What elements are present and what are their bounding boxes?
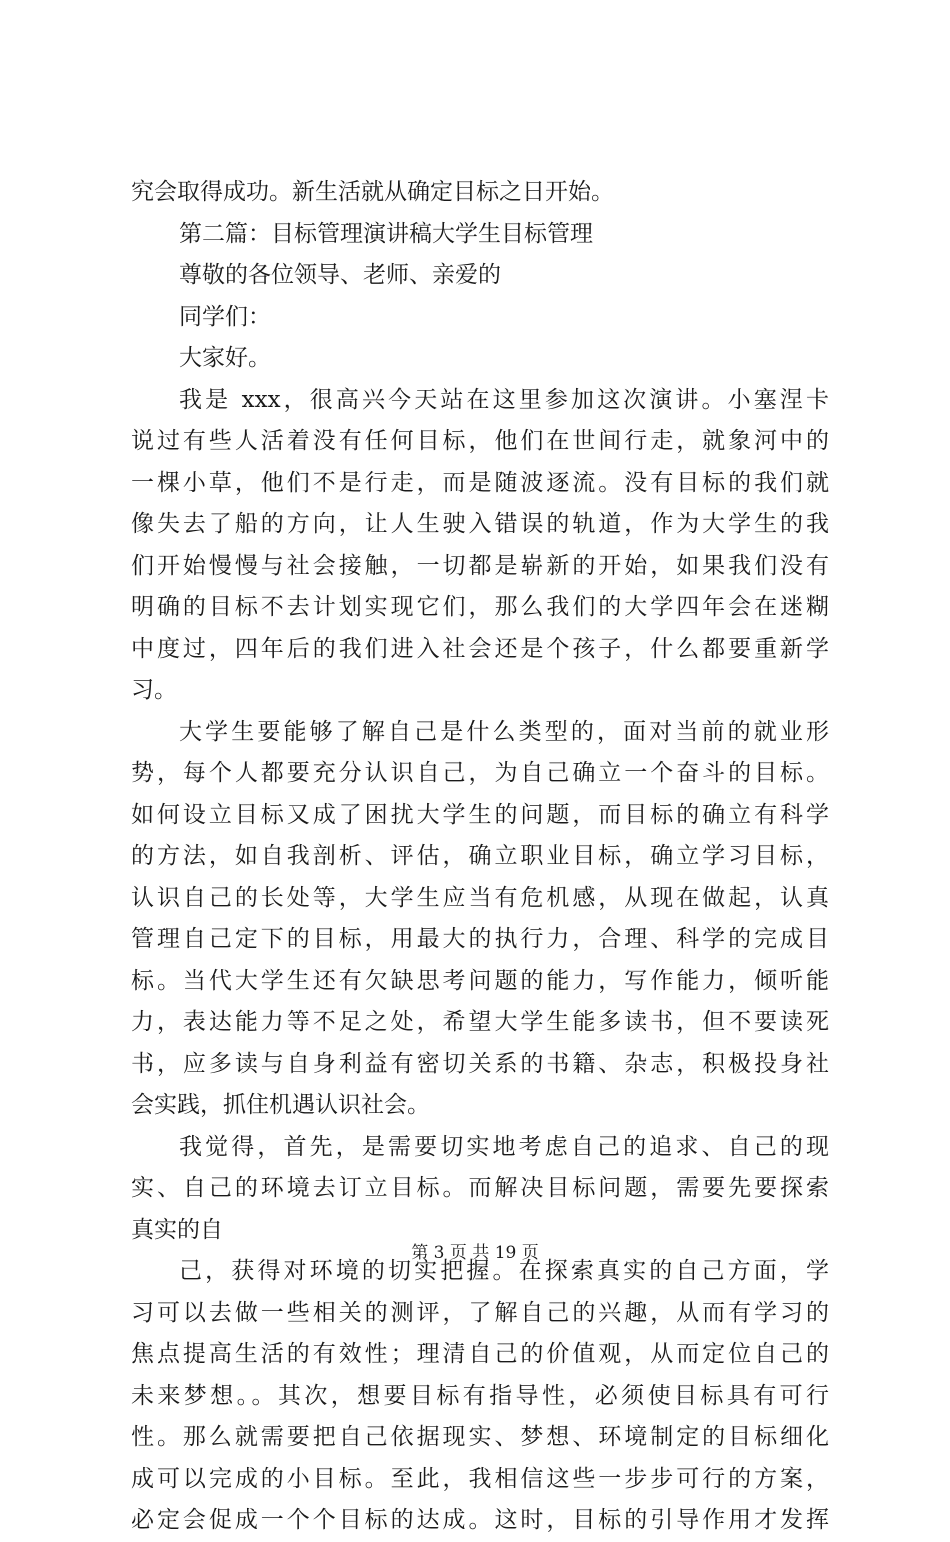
page-footer: 第 3 页 共 19 页	[411, 1243, 539, 1263]
text-line: 己，获得对环境的切实把握。在探索真实的自己方面，学	[179, 1258, 829, 1284]
text-line: 真实的自	[131, 1216, 223, 1243]
text-line: 习可以去做一些相关的测评，了解自己的兴趣，从而有学习的	[131, 1299, 829, 1326]
text-line: 明确的目标不去计划实现它们，那么我们的大学四年会在迷糊	[131, 594, 829, 620]
text-line: 必定会促成一个个目标的达成。这时，目标的引导作用才发挥	[131, 1507, 829, 1533]
text-line: 力，表达能力等不足之处，希望大学生能多读书，但不要读死	[131, 1009, 829, 1035]
text-line: 书，应多读与自身利益有密切关系的书籍、杂志，积极投身社	[131, 1050, 829, 1077]
text-line: 第二篇：目标管理演讲稿大学生目标管理	[179, 220, 593, 247]
text-line: 焦点提高生活的有效性；理清自己的价值观，从而定位自己的	[131, 1341, 829, 1367]
text-line: 会实践，抓住机遇认识社会。	[131, 1092, 430, 1118]
text-line: 尊敬的各位领导、老师、亲爱的	[179, 262, 501, 288]
text-line: 们开始慢慢与社会接触，一切都是崭新的开始，如果我们没有	[131, 552, 829, 579]
text-line: 管理自己定下的目标，用最大的执行力，合理、科学的完成目	[131, 926, 829, 952]
text-line: 中度过，四年后的我们进入社会还是个孩子，什么都要重新学	[131, 635, 829, 662]
text-line: 大学生要能够了解自己是什么类型的，面对当前的就业形	[179, 718, 829, 745]
text-line: 一棵小草，他们不是行走，而是随波逐流。没有目标的我们就	[131, 469, 829, 496]
document-body	[131, 172, 829, 1542]
text-line: 习。	[131, 677, 177, 703]
text-line: 未来梦想。。其次，想要目标有指导性，必须使目标具有可行	[131, 1382, 829, 1409]
text-line: 的方法，如自我剖析、评估，确立职业目标，确立学习目标，	[131, 843, 829, 869]
text-line: 说过有些人活着没有任何目标，他们在世间行走，就象河中的	[131, 428, 829, 454]
text-line: 性。那么就需要把自己依据现实、梦想、环境制定的目标细化	[131, 1424, 829, 1450]
text-line: 我是 xxx，很高兴今天站在这里参加这次演讲。小塞涅卡	[179, 386, 829, 413]
text-line: 像失去了船的方向，让人生驶入错误的轨道，作为大学生的我	[131, 511, 829, 537]
text-line: 标。当代大学生还有欠缺思考问题的能力，写作能力，倾听能	[131, 967, 829, 994]
text-line: 实、自己的环境去订立目标。而解决目标问题，需要先要探索	[131, 1175, 829, 1201]
text-line: 我觉得，首先，是需要切实地考虑自己的追求、自己的现	[179, 1133, 829, 1160]
text-line: 成可以完成的小目标。至此，我相信这些一步步可行的方案，	[131, 1465, 829, 1492]
text-line: 大家好。	[179, 345, 271, 371]
text-line: 如何设立目标又成了困扰大学生的问题，而目标的确立有科学	[131, 801, 829, 828]
text-line: 势，每个人都要充分认识自己，为自己确立一个奋斗的目标。	[131, 760, 829, 786]
text-line: 同学们：	[179, 303, 271, 330]
text-line: 认识自己的长处等，大学生应当有危机感，从现在做起，认真	[131, 884, 829, 911]
text-line: 究会取得成功。新生活就从确定目标之日开始。	[131, 179, 614, 205]
